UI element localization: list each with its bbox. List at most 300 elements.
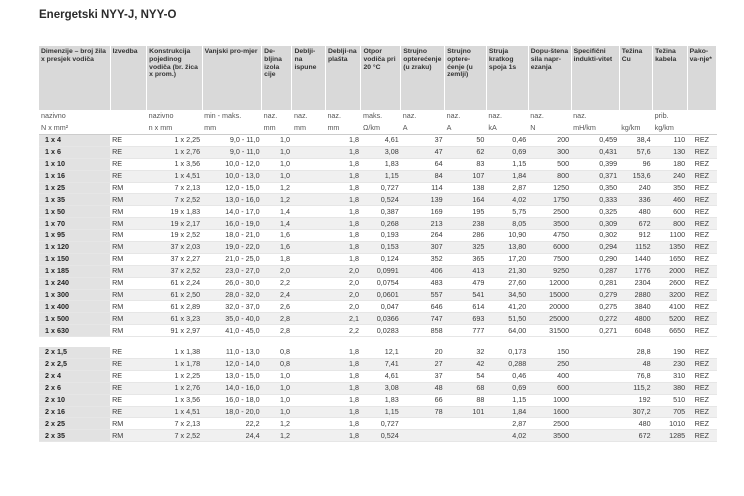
table-cell: 10,0 - 12,0: [202, 158, 262, 170]
table-cell: 1,84: [486, 170, 528, 182]
table-cell: [571, 394, 619, 406]
table-row: [39, 430, 717, 442]
table-cell: 200: [528, 135, 571, 147]
table-cell: 19,0 - 22,0: [202, 242, 262, 254]
table-row: [39, 253, 717, 265]
table-cell: 1,0: [262, 158, 292, 170]
table-cell: RM: [110, 218, 147, 230]
table-cell: 5200: [653, 313, 688, 325]
column-header: Dimenzije – broj žila x presjek vodiča: [39, 46, 110, 110]
table-cell: 2 x 6: [39, 382, 110, 394]
table-cell: [292, 313, 325, 325]
column-header: Težina Cu: [619, 46, 652, 110]
table-cell: 2,0: [325, 301, 361, 313]
table-cell: 62: [445, 146, 487, 158]
units-row: [39, 122, 717, 135]
table-cell: [687, 122, 716, 135]
table-cell: 1 x 185: [39, 265, 110, 277]
table-cell: RM: [110, 430, 147, 442]
table-cell: 1 x 3,56: [147, 394, 202, 406]
table-cell: 0,46: [486, 135, 528, 147]
table-cell: REZ: [687, 289, 716, 301]
table-cell: REZ: [687, 359, 716, 371]
table-cell: 3840: [619, 301, 652, 313]
table-cell: 0,727: [361, 182, 401, 194]
table-cell: [292, 253, 325, 265]
table-row: [39, 146, 717, 158]
table-cell: [571, 337, 619, 348]
table-cell: nazivno: [148, 110, 174, 120]
table-cell: n x mm: [147, 122, 202, 135]
table-cell: 61 x 2,89: [147, 301, 202, 313]
table-cell: 1 x 95: [39, 230, 110, 242]
table-cell: RM: [110, 325, 147, 337]
table-cell: 4,02: [486, 194, 528, 206]
table-cell: 250: [528, 359, 571, 371]
table-cell: 300: [528, 146, 571, 158]
table-cell: kg/km: [653, 122, 688, 135]
table-cell: 1 x 240: [39, 277, 110, 289]
table-cell: 101: [445, 406, 487, 418]
table-cell: naz.: [530, 110, 544, 120]
table-cell: 500: [528, 158, 571, 170]
table-cell: 1 x 4: [39, 135, 110, 147]
table-cell: 380: [653, 382, 688, 394]
table-cell: 0,173: [486, 347, 528, 358]
table-cell: [401, 418, 445, 430]
table-cell: 1350: [653, 242, 688, 254]
table-cell: REZ: [687, 325, 716, 337]
table-row: [39, 135, 717, 147]
table-cell: 510: [653, 394, 688, 406]
table-cell: 0,294: [571, 242, 619, 254]
table-cell: [292, 194, 325, 206]
table-cell: 1010: [653, 418, 688, 430]
table-cell: 1,8: [325, 242, 361, 254]
table-cell: 672: [619, 430, 652, 442]
table-cell: 16,0 - 19,0: [202, 218, 262, 230]
table-cell: 307,2: [619, 406, 652, 418]
table-cell: 2,4: [262, 289, 292, 301]
table-cell: 800: [528, 170, 571, 182]
table-cell: 693: [445, 313, 487, 325]
table-cell: 0,371: [571, 170, 619, 182]
table-cell: 1152: [619, 242, 652, 254]
table-cell: RM: [110, 313, 147, 325]
table-cell: 1 x 16: [39, 170, 110, 182]
table-cell: 1 x 6: [39, 146, 110, 158]
table-cell: 12,0 - 14,0: [202, 359, 262, 371]
table-row: [39, 218, 717, 230]
table-cell: 0,288: [486, 359, 528, 371]
table-cell: 0,727: [361, 418, 401, 430]
table-cell: 1 x 25: [39, 182, 110, 194]
table-cell: RM: [110, 289, 147, 301]
table-cell: 2,0: [325, 265, 361, 277]
table-cell: 7,41: [361, 359, 401, 371]
table-cell: naz.: [573, 110, 587, 120]
table-row: [39, 265, 717, 277]
table-cell: 0,8: [262, 347, 292, 358]
table-cell: 34,50: [486, 289, 528, 301]
table-cell: 460: [653, 194, 688, 206]
table-cell: REZ: [687, 347, 716, 358]
table-cell: 1 x 10: [39, 158, 110, 170]
table-cell: 1,8: [325, 347, 361, 358]
table-cell: 1,4: [262, 218, 292, 230]
table-cell: 25000: [528, 313, 571, 325]
table-cell: 19 x 2,17: [147, 218, 202, 230]
table-cell: 41,20: [486, 301, 528, 313]
table-cell: 1 x 2,76: [147, 382, 202, 394]
table-cell: 14,0 - 17,0: [202, 206, 262, 218]
table-cell: REZ: [687, 277, 716, 289]
table-cell: [292, 347, 325, 358]
table-cell: REZ: [687, 230, 716, 242]
table-cell: 1 x 300: [39, 289, 110, 301]
table-cell: 84: [401, 170, 445, 182]
table-cell: 310: [653, 370, 688, 382]
table-cell: 0,46: [486, 370, 528, 382]
table-cell: 192: [619, 394, 652, 406]
table-cell: REZ: [687, 370, 716, 382]
table-row: [39, 289, 717, 301]
table-cell: [292, 418, 325, 430]
table-cell: 230: [653, 359, 688, 371]
table-cell: 1,8: [325, 182, 361, 194]
table-cell: 0,399: [571, 158, 619, 170]
table-cell: 213: [401, 218, 445, 230]
table-cell: kA: [486, 122, 528, 135]
table-cell: RM: [110, 301, 147, 313]
table-cell: 9250: [528, 265, 571, 277]
table-cell: 1 x 400: [39, 301, 110, 313]
table-cell: 130: [653, 146, 688, 158]
table-cell: 2,87: [486, 182, 528, 194]
table-cell: [619, 337, 652, 348]
table-cell: [401, 430, 445, 442]
table-cell: [361, 337, 401, 348]
table-cell: 646: [401, 301, 445, 313]
table-cell: [571, 370, 619, 382]
table-cell: 1285: [653, 430, 688, 442]
table-cell: RM: [110, 265, 147, 277]
table-cell: 37 x 2,03: [147, 242, 202, 254]
table-cell: RM: [110, 253, 147, 265]
table-cell: RE: [110, 370, 147, 382]
table-cell: RE: [110, 135, 147, 147]
table-cell: [292, 382, 325, 394]
table-cell: 96: [619, 158, 652, 170]
table-cell: 1,0: [262, 170, 292, 182]
table-cell: 480: [619, 206, 652, 218]
table-cell: 0,268: [361, 218, 401, 230]
column-header: Konstrukcija pojedinog vodiča (br. žica x prom.): [147, 46, 202, 110]
table-cell: RM: [110, 230, 147, 242]
table-cell: 1,4: [262, 206, 292, 218]
column-header: Strujno opterećenje (u zraku): [401, 46, 445, 110]
column-header: Specifični indukti-vitet: [571, 46, 619, 110]
table-cell: 2500: [528, 206, 571, 218]
table-cell: 1 x 2,25: [147, 370, 202, 382]
table-cell: RM: [110, 418, 147, 430]
table-cell: 7500: [528, 253, 571, 265]
table-cell: 37 x 2,27: [147, 253, 202, 265]
table-cell: 6048: [619, 325, 652, 337]
table-cell: 2 x 1,5: [39, 347, 110, 358]
table-cell: 64: [401, 158, 445, 170]
table-cell: 1,6: [262, 242, 292, 254]
table-cell: 1,2: [262, 430, 292, 442]
table-cell: 37: [401, 135, 445, 147]
table-cell: 32: [445, 347, 487, 358]
table-cell: [292, 230, 325, 242]
table-cell: 5,75: [486, 206, 528, 218]
table-cell: [445, 337, 487, 348]
table-cell: 27: [401, 359, 445, 371]
table-cell: 21,0 - 25,0: [202, 253, 262, 265]
table-cell: 47: [401, 146, 445, 158]
table-cell: 9,0 - 11,0: [202, 135, 262, 147]
table-cell: mm: [292, 122, 325, 135]
table-cell: 1 x 1,78: [147, 359, 202, 371]
table-row: [39, 170, 717, 182]
table-row: [39, 359, 717, 371]
table-cell: 238: [445, 218, 487, 230]
table-cell: [571, 406, 619, 418]
table-cell: [292, 277, 325, 289]
table-cell: 7 x 2,13: [147, 182, 202, 194]
table-cell: 2304: [619, 277, 652, 289]
table-cell: 1,8: [325, 253, 361, 265]
table-cell: 3200: [653, 289, 688, 301]
table-cell: 6650: [653, 325, 688, 337]
table-cell: [292, 182, 325, 194]
table-cell: [39, 337, 110, 348]
column-header: Deblji-na plašta: [325, 46, 361, 110]
table-cell: 2,1: [325, 313, 361, 325]
table-cell: 3500: [528, 218, 571, 230]
table-cell: 1,0: [262, 370, 292, 382]
table-cell: 169: [401, 206, 445, 218]
table-cell: 1650: [653, 253, 688, 265]
table-cell: 0,8: [262, 359, 292, 371]
table-cell: RE: [110, 394, 147, 406]
table-cell: 614: [445, 301, 487, 313]
table-cell: RE: [110, 382, 147, 394]
table-cell: 139: [401, 194, 445, 206]
table-cell: 2 x 35: [39, 430, 110, 442]
table-cell: [110, 122, 147, 135]
table-cell: 0,431: [571, 146, 619, 158]
table-cell: [687, 337, 716, 348]
table-cell: 600: [528, 382, 571, 394]
table-cell: 0,387: [361, 206, 401, 218]
table-cell: 0,047: [361, 301, 401, 313]
units-row: [39, 110, 717, 122]
table-cell: 400: [528, 370, 571, 382]
table-cell: 2880: [619, 289, 652, 301]
column-header: Struja kratkog spoja 1s: [486, 46, 528, 110]
table-cell: RE: [110, 158, 147, 170]
table-cell: 1250: [528, 182, 571, 194]
table-cell: 1,8: [325, 394, 361, 406]
table-cell: 35,0 - 40,0: [202, 313, 262, 325]
table-cell: 0,524: [361, 194, 401, 206]
table-cell: 0,0366: [361, 313, 401, 325]
table-cell: 0,287: [571, 265, 619, 277]
table-cell: [292, 289, 325, 301]
table-cell: [571, 347, 619, 358]
table-cell: 12,1: [361, 347, 401, 358]
table-row: [39, 158, 717, 170]
table-cell: nazivno: [41, 110, 66, 120]
table-cell: 28,8: [619, 347, 652, 358]
table-cell: 350: [653, 182, 688, 194]
table-cell: 557: [401, 289, 445, 301]
table-cell: [292, 430, 325, 442]
table-cell: 48: [619, 359, 652, 371]
table-cell: 1,8: [325, 406, 361, 418]
table-cell: 9,0 - 11,0: [202, 146, 262, 158]
table-cell: [292, 135, 325, 147]
table-cell: 747: [401, 313, 445, 325]
table-cell: 20000: [528, 301, 571, 313]
table-cell: 1,0: [262, 406, 292, 418]
table-cell: 4100: [653, 301, 688, 313]
table-cell: 1440: [619, 253, 652, 265]
table-cell: REZ: [687, 242, 716, 254]
table-cell: 1,2: [262, 194, 292, 206]
table-cell: [528, 337, 571, 348]
table-cell: 190: [653, 347, 688, 358]
table-cell: 31500: [528, 325, 571, 337]
table-cell: 1000: [528, 394, 571, 406]
table-cell: 1,8: [325, 430, 361, 442]
table-cell: 3500: [528, 430, 571, 442]
table-cell: [571, 359, 619, 371]
table-cell: 23,0 - 27,0: [202, 265, 262, 277]
table-cell: 1,15: [361, 170, 401, 182]
table-cell: 64,00: [486, 325, 528, 337]
table-cell: RM: [110, 277, 147, 289]
table-cell: kg/km: [619, 122, 652, 135]
table-cell: naz.: [293, 110, 308, 120]
table-cell: A: [445, 122, 487, 135]
table-cell: 2 x 25: [39, 418, 110, 430]
table-row: [39, 382, 717, 394]
table-cell: naz.: [488, 110, 503, 120]
table-cell: 0,124: [361, 253, 401, 265]
table-cell: 1 x 2,76: [147, 146, 202, 158]
table-cell: 66: [401, 394, 445, 406]
table-cell: A: [401, 122, 445, 135]
table-cell: RM: [110, 194, 147, 206]
table-cell: [292, 265, 325, 277]
table-cell: 0,524: [361, 430, 401, 442]
table-cell: N x mm²: [39, 122, 110, 135]
table-row: [39, 406, 717, 418]
group-gap: [39, 337, 717, 348]
table-cell: 83: [445, 158, 487, 170]
table-cell: 2 x 16: [39, 406, 110, 418]
table-cell: RM: [110, 182, 147, 194]
table-cell: 19 x 2,52: [147, 230, 202, 242]
table-cell: [147, 337, 202, 348]
table-cell: 61 x 2,24: [147, 277, 202, 289]
table-cell: 307: [401, 242, 445, 254]
table-cell: 1 x 630: [39, 325, 110, 337]
table-cell: 858: [401, 325, 445, 337]
table-row: [39, 230, 717, 242]
table-cell: 27,60: [486, 277, 528, 289]
table-cell: 2,8: [262, 325, 292, 337]
table-cell: 114: [401, 182, 445, 194]
table-cell: 1 x 70: [39, 218, 110, 230]
table-cell: 68: [445, 382, 487, 394]
table-cell: 115,2: [619, 382, 652, 394]
table-cell: 672: [619, 218, 652, 230]
table-row: [39, 242, 717, 254]
table-cell: [292, 206, 325, 218]
table-cell: mH/km: [571, 122, 619, 135]
table-cell: REZ: [687, 430, 716, 442]
table-cell: 0,69: [486, 146, 528, 158]
table-cell: 3,08: [361, 146, 401, 158]
table-cell: RE: [110, 170, 147, 182]
table-cell: [292, 394, 325, 406]
table-cell: 10,90: [486, 230, 528, 242]
table-cell: REZ: [687, 194, 716, 206]
column-header: Dopu-štena sila napr-ezanja: [528, 46, 571, 110]
table-cell: 2600: [653, 277, 688, 289]
table-cell: 88: [445, 394, 487, 406]
table-cell: 1 x 35: [39, 194, 110, 206]
table-cell: 1,8: [325, 418, 361, 430]
table-cell: N: [528, 122, 571, 135]
table-cell: REZ: [687, 158, 716, 170]
table-cell: 1,2: [262, 182, 292, 194]
table-cell: 7 x 2,52: [147, 430, 202, 442]
table-cell: 2000: [653, 265, 688, 277]
table-cell: 38,4: [619, 135, 652, 147]
table-cell: RM: [110, 242, 147, 254]
table-cell: [262, 337, 292, 348]
table-cell: 1100: [653, 230, 688, 242]
table-cell: 483: [401, 277, 445, 289]
column-header: Strujno optere-ćenje (u zemlji): [445, 46, 487, 110]
table-cell: 11,0 - 13,0: [202, 347, 262, 358]
table-cell: 4800: [619, 313, 652, 325]
table-cell: 336: [619, 194, 652, 206]
table-cell: [110, 337, 147, 348]
table-cell: [292, 406, 325, 418]
table-cell: 57,6: [619, 146, 652, 158]
table-cell: 10,0 - 13,0: [202, 170, 262, 182]
table-row: [39, 370, 717, 382]
table-cell: REZ: [687, 218, 716, 230]
table-cell: 0,281: [571, 277, 619, 289]
table-cell: REZ: [687, 406, 716, 418]
table-cell: 352: [401, 253, 445, 265]
table-cell: 1,8: [325, 230, 361, 242]
table-cell: [401, 337, 445, 348]
table-cell: REZ: [687, 418, 716, 430]
table-cell: 0,0991: [361, 265, 401, 277]
table-cell: 17,20: [486, 253, 528, 265]
table-cell: 1,8: [325, 194, 361, 206]
table-cell: 13,0 - 16,0: [202, 194, 262, 206]
